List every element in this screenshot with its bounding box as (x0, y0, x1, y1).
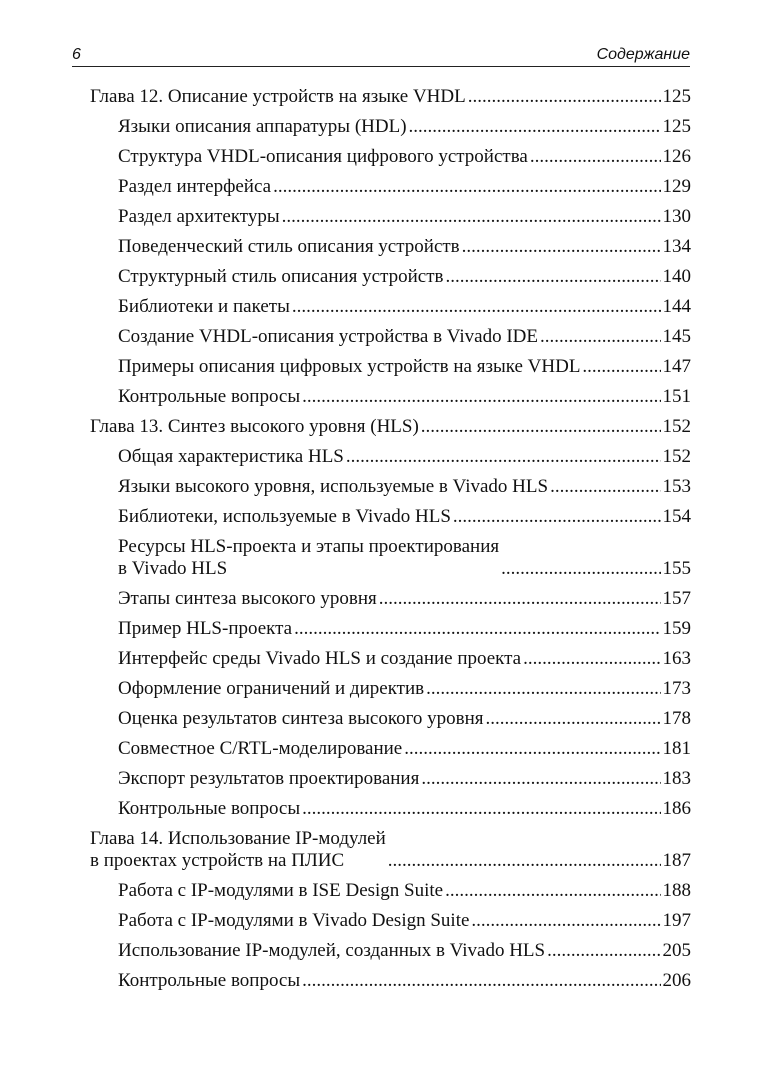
toc-section-entry (90, 618, 691, 640)
toc-page-number: 157 (662, 588, 691, 609)
toc-page-number: 163 (662, 648, 691, 669)
toc-page-number: 129 (662, 176, 691, 197)
toc-entry-title: Оформление ограничений и директив (118, 678, 425, 699)
toc-section-entry (90, 910, 691, 932)
toc-section-entry (90, 536, 691, 580)
toc-entry-title: Интерфейс среды Vivado HLS и создание проекта (118, 648, 522, 669)
toc-section-entry (90, 506, 691, 528)
toc-page-number: 155 (662, 558, 691, 579)
dot-leader (530, 146, 661, 168)
dot-leader (550, 476, 660, 498)
toc-page-number: 151 (662, 386, 691, 407)
toc-entry-title: Работа с IP-модулями в Vivado Design Suite (118, 910, 470, 931)
toc-page-number: 145 (662, 326, 691, 347)
toc-entry-title: Пример HLS-проекта (118, 618, 293, 639)
toc-page-number: 147 (662, 356, 691, 377)
dot-leader (388, 850, 661, 872)
dot-leader (292, 296, 661, 318)
toc-page-number: 152 (662, 416, 691, 437)
dot-leader (471, 910, 660, 932)
toc-entry-title: Глава 12. Описание устройств на языке VHDL (90, 86, 466, 107)
toc-entry-title: Использование IP-модулей, созданных в Vivado HLS (118, 940, 546, 961)
toc-entry-title: Структурный стиль описания устройств (118, 266, 444, 287)
toc-entry-title: Контрольные вопросы (118, 386, 301, 407)
toc-entry-title: Создание VHDL-описания устройства в Vivado IDE (118, 326, 539, 347)
toc-page-number: 187 (662, 850, 691, 871)
toc-page-number: 183 (662, 768, 691, 789)
toc-page-number: 154 (662, 506, 691, 527)
dot-leader (501, 558, 660, 580)
toc-section-entry (90, 940, 691, 962)
toc-section-entry (90, 266, 691, 288)
toc-entry-title: Контрольные вопросы (118, 970, 301, 991)
dot-leader (540, 326, 660, 348)
dot-leader (421, 768, 660, 790)
dot-leader (523, 648, 660, 670)
toc-entry-title: Этапы синтеза высокого уровня (118, 588, 377, 609)
toc-entry-title: Библиотеки и пакеты (118, 296, 290, 317)
toc-entry-title: Языки высокого уровня, используемые в Vivado HLS (118, 476, 549, 497)
toc-chapter-entry (90, 86, 691, 108)
toc-entry-title: Библиотеки, используемые в Vivado HLS (118, 506, 451, 527)
toc-page-number: 153 (662, 476, 691, 497)
toc-entry-title: Раздел архитектуры (118, 206, 280, 227)
toc-section-entry (90, 356, 691, 378)
dot-leader (379, 588, 661, 610)
toc-section-entry (90, 236, 691, 258)
toc-section-entry (90, 116, 691, 138)
dot-leader (547, 940, 660, 962)
toc-page-number: 140 (662, 266, 691, 287)
dot-leader (453, 506, 661, 528)
toc-page-number: 178 (662, 708, 691, 729)
toc-page-number: 186 (662, 798, 691, 819)
toc-page-number: 181 (662, 738, 691, 759)
toc-section-entry (90, 326, 691, 348)
toc-page-number: 205 (662, 940, 691, 961)
toc-section-entry (90, 206, 691, 228)
dot-leader (426, 678, 660, 700)
toc-section-entry (90, 880, 691, 902)
toc-entry-title: Работа с IP-модулями в ISE Design Suite (118, 880, 444, 901)
toc-chapter-entry (90, 828, 691, 872)
toc-entry-title: Раздел интерфейса (118, 176, 272, 197)
table-of-contents (90, 86, 691, 1000)
toc-page-number: 144 (662, 296, 691, 317)
toc-section-entry (90, 708, 691, 730)
toc-section-entry (90, 738, 691, 760)
toc-page-number: 126 (662, 146, 691, 167)
toc-entry-title: Глава 13. Синтез высокого уровня (HLS) (90, 416, 419, 437)
toc-page-number: 159 (662, 618, 691, 639)
toc-section-entry (90, 768, 691, 790)
dot-leader (421, 416, 661, 438)
toc-entry-title: Ресурсы HLS-проекта и этапы проектирования в Vivado HLS (118, 536, 500, 579)
toc-section-entry (90, 146, 691, 168)
toc-page-number: 206 (662, 970, 691, 991)
toc-entry-title: Примеры описания цифровых устройств на языке VHDL (118, 356, 581, 377)
toc-entry-title: Общая характеристика HLS (118, 446, 344, 467)
dot-leader (462, 236, 661, 258)
dot-leader (346, 446, 661, 468)
dot-leader (273, 176, 660, 198)
dot-leader (446, 266, 661, 288)
dot-leader (468, 86, 661, 108)
toc-section-entry (90, 588, 691, 610)
toc-section-entry (90, 296, 691, 318)
dot-leader (302, 970, 660, 992)
toc-page-number: 134 (662, 236, 691, 257)
dot-leader (445, 880, 660, 902)
toc-entry-title: Совместное C/RTL-моделирование (118, 738, 403, 759)
running-title: Содержание (596, 46, 690, 63)
toc-page-number: 173 (662, 678, 691, 699)
dot-leader (409, 116, 661, 138)
toc-section-entry (90, 476, 691, 498)
toc-section-entry (90, 648, 691, 670)
toc-page-number: 125 (662, 116, 691, 137)
dot-leader (486, 708, 661, 730)
page-number: 6 (72, 46, 81, 63)
toc-entry-title: Контрольные вопросы (118, 798, 301, 819)
toc-section-entry (90, 798, 691, 820)
toc-section-entry (90, 970, 691, 992)
toc-section-entry (90, 386, 691, 408)
dot-leader (404, 738, 660, 760)
toc-chapter-entry (90, 416, 691, 438)
dot-leader (294, 618, 660, 640)
toc-entry-title: Оценка результатов синтеза высокого уровня (118, 708, 484, 729)
toc-entry-title: Экспорт результатов проектирования (118, 768, 420, 789)
toc-page-number: 152 (662, 446, 691, 467)
dot-leader (302, 386, 660, 408)
toc-page-number: 125 (662, 86, 691, 107)
running-header (72, 46, 690, 67)
toc-entry-title: Языки описания аппаратуры (HDL) (118, 116, 407, 137)
toc-entry-title: Структура VHDL-описания цифрового устройства (118, 146, 528, 167)
toc-page-number: 197 (662, 910, 691, 931)
dot-leader (282, 206, 661, 228)
dot-leader (302, 798, 660, 820)
toc-entry-title: Глава 14. Использование IP-модулей в проектах устройств на ПЛИС (90, 828, 386, 871)
toc-page-number: 188 (662, 880, 691, 901)
toc-entry-title: Поведенческий стиль описания устройств (118, 236, 460, 257)
toc-section-entry (90, 176, 691, 198)
toc-section-entry (90, 446, 691, 468)
toc-section-entry (90, 678, 691, 700)
dot-leader (582, 356, 660, 378)
toc-page-number: 130 (662, 206, 691, 227)
